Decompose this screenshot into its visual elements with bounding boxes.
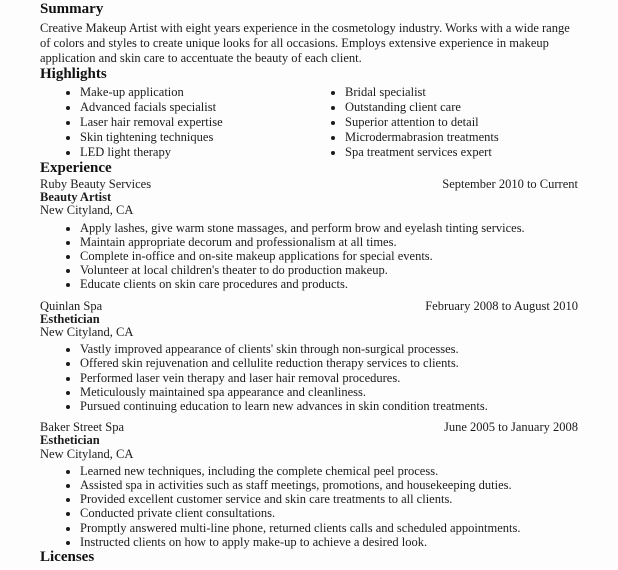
highlight-item: • Laser hair removal expertise (80, 115, 305, 130)
job-location: New Cityland, CA (40, 446, 134, 461)
job-bullet: • Maintain appropriate decorum and professionalism at all times. (80, 235, 578, 249)
job-title: Beauty Artist (40, 190, 112, 205)
job-header (40, 421, 578, 434)
summary-heading: Summary (40, 1, 104, 17)
highlight-item: • Superior attention to detail (345, 115, 578, 130)
job-location: New Cityland, CA (40, 325, 134, 340)
job-bullet: • Offered skin rejuvenation and cellulite reduction therapy services to clients. (80, 356, 578, 370)
job-entry (40, 178, 578, 292)
highlights-columns (40, 85, 578, 160)
job-bullet: • Conducted private client consultations. (80, 506, 578, 520)
job-entry (40, 421, 578, 549)
job-bullet: • Learned new techniques, including the complete chemical peel process. (80, 464, 578, 478)
job-bullet: • Provided excellent customer service and skin care treatments to all clients. (80, 492, 578, 506)
highlight-item: • Bridal specialist (345, 85, 578, 100)
highlights-list-right (305, 85, 578, 160)
job-bullet: • Performed laser vein therapy and laser hair removal procedures. (80, 371, 578, 385)
job-title: Esthetician (40, 433, 100, 448)
job-bullet: • Volunteer at local children's theater to do production makeup. (80, 263, 578, 277)
job-bullet: • Vastly improved appearance of clients' skin through non-surgical processes. (80, 342, 578, 356)
highlight-item: • Make-up application (80, 85, 305, 100)
job-company: Baker Street Spa (40, 420, 125, 435)
job-bullet: • Promptly answered multi-line phone, returned clients calls and scheduled appointments. (80, 521, 578, 535)
job-location: New Cityland, CA (40, 203, 134, 218)
job-header (40, 178, 578, 191)
job-bullet-list (40, 342, 578, 413)
highlight-item: • Spa treatment services expert (345, 145, 578, 160)
job-bullet: • Educate clients on skin care procedures and products. (80, 277, 578, 291)
highlight-item: • LED light therapy (80, 145, 305, 160)
job-bullet: • Assisted spa in activities such as staff meetings, promotions, and housekeeping duties. (80, 478, 578, 492)
job-company: Ruby Beauty Services (40, 177, 152, 191)
licenses-heading: Licenses (40, 549, 95, 566)
highlight-item: • Advanced facials specialist (80, 100, 305, 115)
job-dates: June 2005 to January 2008 (443, 420, 578, 435)
job-bullet-list (40, 221, 578, 292)
highlights-heading: Highlights (40, 66, 107, 82)
job-bullet: • Instructed clients on how to apply make-up to achieve a desired look. (80, 535, 578, 549)
job-title: Esthetician (40, 311, 100, 326)
job-entry (40, 300, 578, 414)
job-dates: February 2008 to August 2010 (425, 298, 578, 313)
job-bullet: • Meticulously maintained spa appearance and cleanliness. (80, 385, 578, 399)
summary-text: Creative Makeup Artist with eight years experience in the cosmetology industry. Works with a wide range of colors and styles to create unique looks for all occasions. Employs extensive experience in makeup application and skin care to accentuate the beauty of each client. (40, 21, 570, 65)
highlights-list-left (40, 85, 305, 160)
highlight-item: • Outstanding client care (345, 100, 578, 115)
job-dates: September 2010 to Current (442, 177, 578, 191)
experience-heading: Experience (40, 160, 112, 176)
job-bullet: • Complete in-office and on-site makeup applications for special events. (80, 249, 578, 263)
job-bullet-list (40, 464, 578, 549)
job-company: Quinlan Spa (40, 298, 103, 313)
job-bullet: • Apply lashes, give warm stone massages, and perform brow and eyelash tinting services. (80, 221, 578, 235)
highlight-item: • Skin tightening techniques (80, 130, 305, 145)
job-header (40, 300, 578, 313)
highlight-item: • Microdermabrasion treatments (345, 130, 578, 145)
job-bullet: • Pursued continuing education to learn new advances in skin condition treatments. (80, 399, 578, 413)
